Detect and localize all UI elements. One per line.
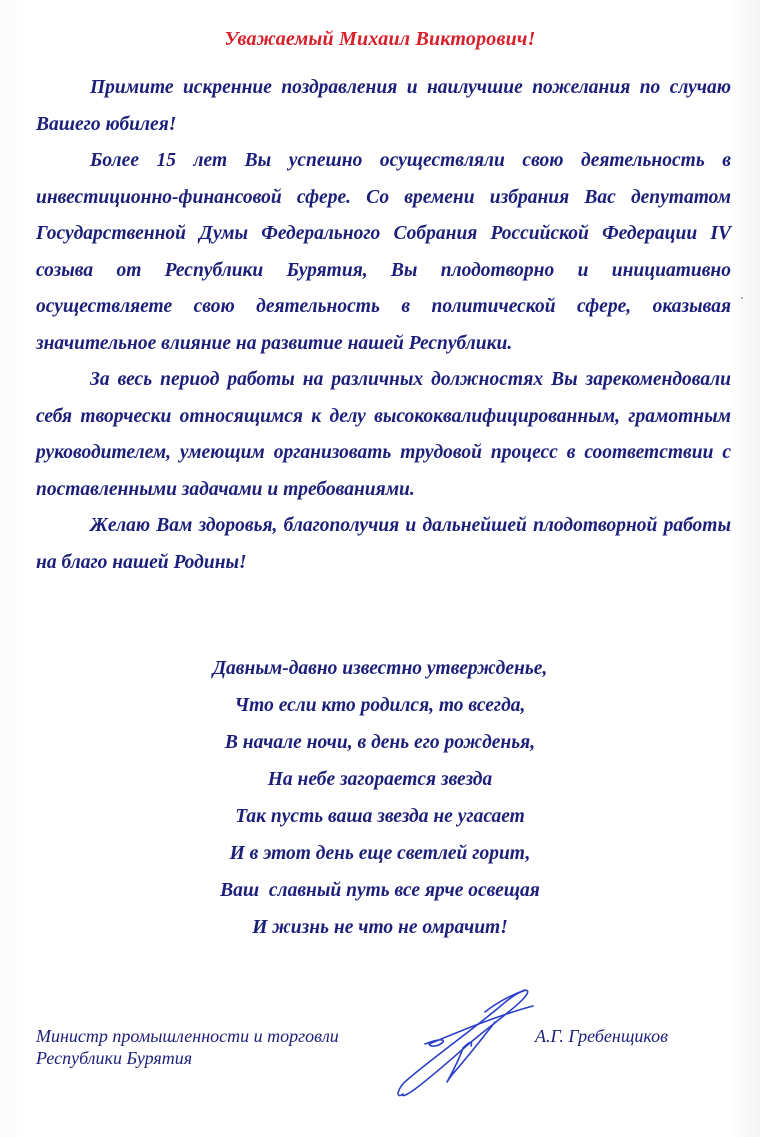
letter-body bbox=[36, 70, 731, 581]
paragraph-qualities: За весь период работы на различных должностях Вы зарекомендовали себя творчески относящимся к делу высококвалифицированным, грамотным руководителем, умеющим организовать трудовой процесс в соответствии с поставленными задачами и требованиями. bbox=[36, 369, 731, 500]
poem-line: Ваш славный путь все ярче освещая bbox=[220, 880, 540, 901]
paragraph-wishes: Желаю Вам здоровья, благополучия и дальнейшей плодотворной работы на благо нашей Родины! bbox=[36, 515, 731, 573]
poem-line: В начале ночи, в день его рожденья, bbox=[224, 732, 536, 753]
poem-line: На небе загорается звезда bbox=[267, 769, 493, 790]
poem-line: И в этот день еще светлей горит, bbox=[229, 843, 531, 864]
scan-speck bbox=[741, 297, 743, 299]
signature-icon bbox=[385, 982, 545, 1112]
poem-line: Что если кто родился, то всегда, bbox=[234, 695, 526, 716]
poem bbox=[160, 650, 600, 946]
paragraph-congratulations: Примите искренние поздравления и наилучшие пожелания по случаю Вашего юбилея! bbox=[36, 77, 731, 135]
paragraph-career: Более 15 лет Вы успешно осуществляли свою деятельность в инвестиционно-финансовой сфере. Со времени избрания Вас депутатом Государственной Думы Федерального Собрания Российской Федерации IV созыва от Республики Бурятия, Вы плодотворно и инициативно осуществляете свою деятельность в политической сфере, оказывая значительное влияние на развитие нашей Республики. bbox=[36, 150, 731, 354]
poem-line: Так пусть ваша звезда не угасает bbox=[235, 806, 525, 827]
poem-line: И жизнь не что не омрачит! bbox=[252, 917, 508, 938]
signatory-name: А.Г. Гребенщиков bbox=[535, 1026, 668, 1046]
signatory-title bbox=[36, 1025, 339, 1069]
greeting-heading: Уважаемый Михаил Викторович! bbox=[224, 28, 536, 50]
poem-line: Давным-давно известно утвержденье, bbox=[212, 658, 548, 679]
signatory-title-line1: Министр промышленности и торговли bbox=[36, 1026, 339, 1046]
signatory-title-line2: Республики Бурятия bbox=[36, 1048, 193, 1068]
